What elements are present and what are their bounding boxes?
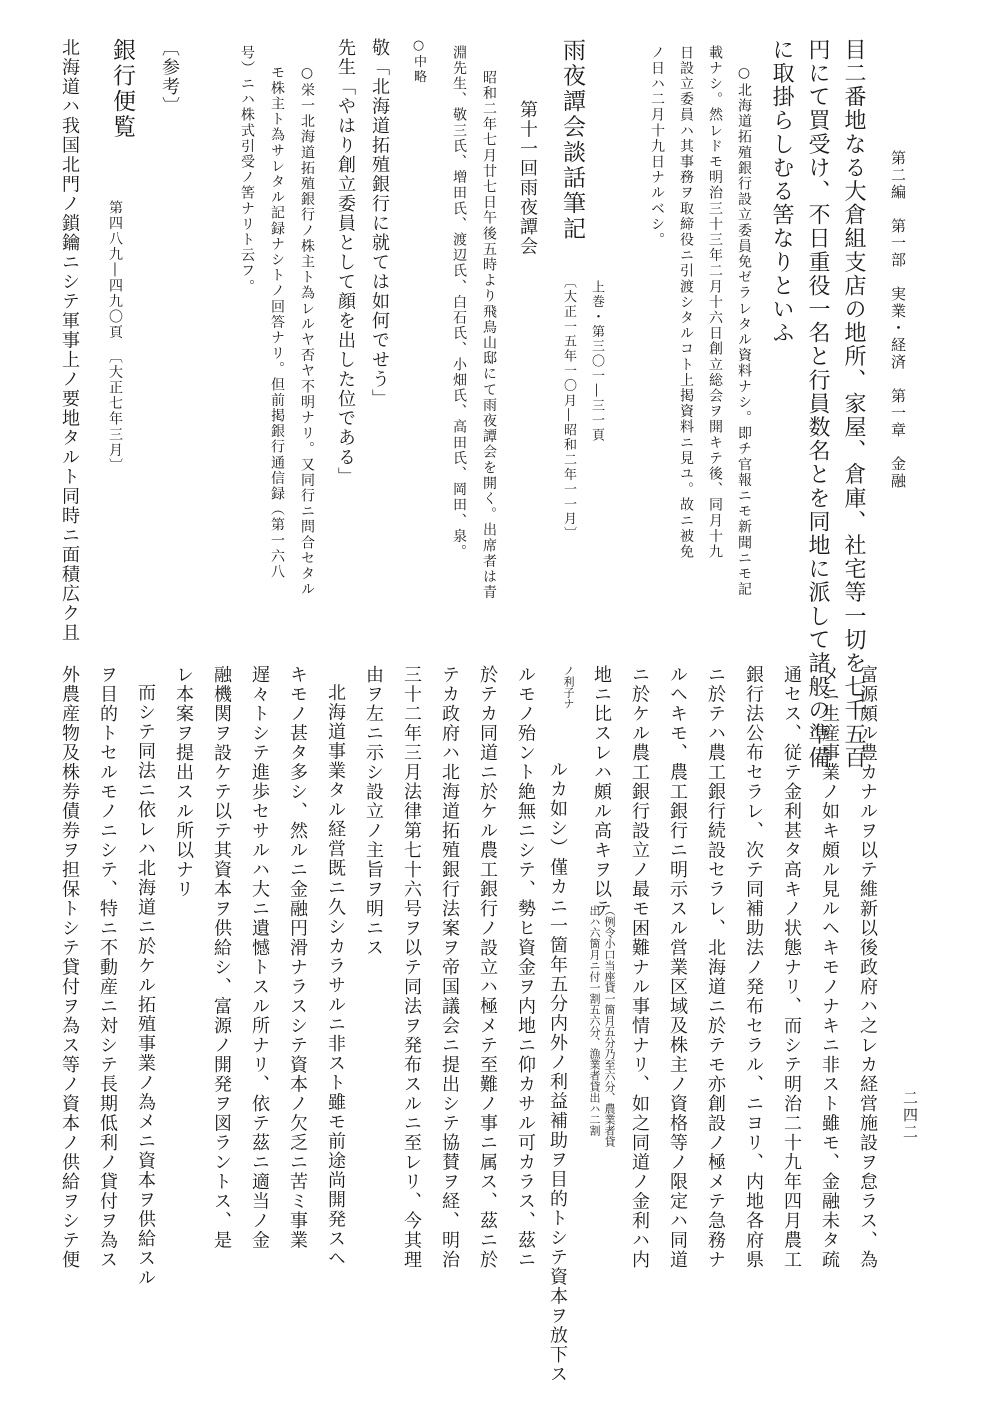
note2-line-1: ○栄一北海道拓殖銀行ノ株主ト為レルヤ否ヤ不明ナリ。又同行ニ問合セタル bbox=[299, 65, 315, 598]
lower-line-7: ニ於ケル農工銀行設立ノ最モ困難ナル事情ナリ、如之同道ノ金利ハ内 bbox=[629, 665, 650, 1270]
lower-line-5: ニ於テハ農工銀行続設セラレ、北海道ニ於テモ亦創設ノ極メテ急務ナ bbox=[705, 665, 726, 1270]
lower-line-1: 富源頗ル豊カナルヲ以テ維新以後政府ハ之レカ経営施設ヲ怠ラス、為 bbox=[857, 665, 878, 1270]
lower-line-20: 而シテ同法ニ依レハ北海道ニ於ケル拓殖事業ノ為メニ資本ヲ供給スル bbox=[135, 683, 156, 1288]
lower-line-11: 於テカ同道ニ於ケル農工銀行ノ設立ハ極メテ至難ノ事ニ属ス、茲ニ於 bbox=[477, 665, 498, 1270]
omission-mark: ○中略 bbox=[411, 38, 426, 85]
lower-line-19: レ本案ヲ提出スル所以ナリ bbox=[173, 665, 194, 899]
reference-label: 〔参考〕 bbox=[159, 38, 180, 116]
lower-line-8: 地ニ比スレハ頗ル高キヲ以テ bbox=[591, 665, 612, 919]
reference-pages: 第四八九―四九〇頁 〔大正七年三月〕 bbox=[107, 200, 123, 474]
page-number: 二四二 bbox=[901, 1090, 919, 1141]
lower-line-18: 融機関ヲ設ケテ以テ其資本ヲ供給シ、富源ノ開発ヲ図ラントス、是 bbox=[211, 665, 232, 1250]
lower-line-22: 外農産物及株券債券ヲ担保トシテ貸付ヲ為ス等ノ資本ノ供給ヲシテ便 bbox=[59, 665, 80, 1270]
lower-line-4: 銀行法公布セラレ、次テ同補助法ノ発布セラル、ニヨリ、内地各府県 bbox=[743, 665, 764, 1270]
lower-inline-note-3: ノ利子ナ bbox=[562, 665, 575, 709]
meeting-title: 第十一回雨夜譚会 bbox=[517, 100, 538, 256]
reference-title: 銀行便覧 bbox=[109, 38, 135, 140]
note2-line-3: 号）ニハ株式引受ノ筈ナリト云フ。 bbox=[239, 45, 255, 295]
section-title: 雨夜譚会談話筆記 bbox=[559, 38, 585, 242]
lower-line-16: キモノ甚タ多シ、然ルニ金融円滑ナラスシテ資本ノ欠乏ニ苦ミ事業 bbox=[287, 665, 308, 1250]
lower-line-10: ルモノ殆ント絶無ニシテ、勢ヒ資金ヲ内地ニ仰カサル可カラス、茲ニ bbox=[515, 665, 536, 1270]
note-line-2: 載ナシ。然レドモ明治三十三年二月十六日創立総会ヲ開キテ後、同月十九 bbox=[707, 45, 723, 560]
lower-line-21: ヲ目的トセルモノニシテ、特ニ不動産ニ対シテ長期低利ノ貸付ヲ為ス bbox=[97, 665, 118, 1270]
lower-line-3: 通セス、従テ金利甚タ高キノ状態ナリ、而シテ明治二十九年四月農工 bbox=[781, 665, 802, 1270]
section-source-range: 〔大正一五年一〇月―昭和二年一一月〕 bbox=[561, 275, 576, 542]
lower-line-13: 三十二年三月法律第七十六号ヲ以テ同法ヲ発布スルニ至レリ、今其理 bbox=[401, 665, 422, 1270]
section-source: 上巻・第三〇一―三一頁 bbox=[589, 280, 604, 443]
meeting-line-2: 淵先生、敬三氏、増田氏、渡辺氏、白石氏、小畑氏、高田氏、岡田、泉。 bbox=[451, 45, 467, 560]
note2-line-2: モ株主ト為サレタル記録ナシトノ回答ナリ。但前掲銀行通信録（第一六八 bbox=[269, 65, 285, 580]
lower-inline-note-2: 出ハ六箇月ニ付一割五六分、漁業者貸出ハ二割 bbox=[588, 905, 601, 1136]
dialogue-line-1: 敬「北海道拓殖銀行に就ては如何でせう」 bbox=[369, 38, 390, 409]
lower-line-2: メニ生産事業ノ如キ頗ル見ルヘキモノナキニ非スト雖モ、金融未タ疏 bbox=[819, 665, 840, 1270]
dialogue-line-2: 先生「やはり創立委員として顔を出した位である」 bbox=[335, 38, 356, 487]
lower-inline-note-1: （例令小口当座貸一箇月五分乃至六分、農業者貸 bbox=[603, 905, 616, 1147]
running-head: 第二編 第一部 実業・経済 第一章 金融 bbox=[889, 150, 907, 490]
meeting-line-1: 昭和二年七月廿七日午後五時より飛鳥山邸にて雨夜譚会を開く。出席者は青 bbox=[481, 70, 497, 601]
upper-line-2: 円にて買受け、不日重役一名と行員数名とを同地に派して諸般の準備 bbox=[805, 38, 830, 770]
lower-line-15: 北海道事業タル経営既ニ久シカラサルニ非スト雖モ前途尚開発スヘ bbox=[325, 683, 346, 1268]
lower-line-17: 遅々トシテ進歩セサルハ大ニ遺憾トスル所ナリ、依テ茲ニ適当ノ金 bbox=[249, 665, 270, 1250]
upper-line-3: に取掛らしむる筈なりといふ bbox=[769, 38, 794, 345]
lower-line-14: 由ヲ左ニ示シ設立ノ主旨ヲ明ニス bbox=[363, 665, 384, 958]
note-line-4: ノ日ハ二月十九日ナルベシ。 bbox=[649, 45, 665, 248]
upper-line-1: 目二番地なる大倉組支店の地所、家屋、倉庫、社宅等一切を七千五百 bbox=[841, 38, 866, 770]
note-line-3: 日設立委員ハ其事務ヲ取締役ニ引渡シタルコト上掲資料ニ見ユ。故ニ被免 bbox=[678, 45, 694, 560]
reference-text: 北海道ハ我国北門ノ鎖鑰ニシテ軍事上ノ要地タルト同時ニ面積広ク且 bbox=[59, 38, 80, 643]
lower-line-6: ルヘキモ、農工銀行ニ明示スル営業区域及株主ノ資格等ノ限定ハ同道 bbox=[667, 665, 688, 1270]
lower-line-12: テカ政府ハ北海道拓殖銀行法案ヲ帝国議会ニ提出シテ協賛ヲ経、明治 bbox=[439, 665, 460, 1270]
note-line-1: ○北海道拓殖銀行設立委員免ゼラレタル資料ナシ。即チ官報ニモ新聞ニモ記 bbox=[736, 65, 752, 598]
lower-line-9: ルカ如シ）僅カニ一箇年五分内外ノ利益補助ヲ目的トシテ資本ヲ放下ス bbox=[547, 760, 568, 1384]
